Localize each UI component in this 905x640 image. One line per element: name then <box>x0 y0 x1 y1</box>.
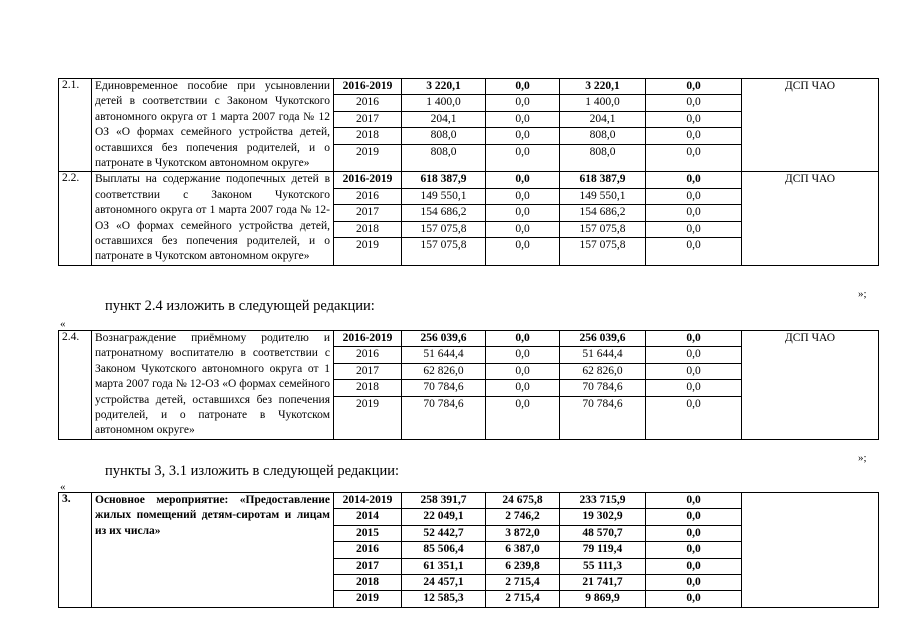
value: 0,0 <box>646 331 741 347</box>
value: 0,0 <box>486 347 559 363</box>
year: 2016 <box>334 95 401 111</box>
closing-quote: »; <box>858 452 867 464</box>
row-number: 2.4. <box>59 331 92 440</box>
value: 0,0 <box>486 364 559 380</box>
year: 2018 <box>334 222 401 238</box>
executor: ДСП ЧАО <box>742 331 879 440</box>
value: 808,0 <box>560 128 645 144</box>
year: 2017 <box>334 205 401 221</box>
value: 24 675,8 <box>486 493 559 509</box>
amendment-intro-3: пункты 3, 3.1 изложить в следующей редакции: <box>105 463 400 479</box>
value: 52 442,7 <box>402 526 485 542</box>
years-cell <box>334 79 402 172</box>
value: 0,0 <box>486 331 559 347</box>
value: 0,0 <box>646 112 741 128</box>
federal-cell <box>486 493 560 608</box>
amendment-intro-2-4: пункт 2.4 изложить в следующей редакции: <box>105 298 375 314</box>
year: 2015 <box>334 526 401 542</box>
value: 3 220,1 <box>402 79 485 95</box>
value: 0,0 <box>646 575 741 591</box>
value: 0,0 <box>486 112 559 128</box>
value: 70 784,6 <box>560 380 645 396</box>
row-number: 3. <box>59 493 92 608</box>
regional-cell <box>560 172 646 265</box>
value: 2 715,4 <box>505 592 540 605</box>
value: 256 039,6 <box>402 331 485 347</box>
total-cell <box>402 331 486 440</box>
value: 808,0 <box>402 128 485 144</box>
value: 51 644,4 <box>560 347 645 363</box>
year: 2016 <box>334 189 401 205</box>
value: 62 826,0 <box>402 364 485 380</box>
table-row <box>59 331 879 440</box>
value: 154 686,2 <box>560 205 645 221</box>
year: 2018 <box>334 128 401 144</box>
program-table-3 <box>58 492 879 608</box>
value: 157 075,8 <box>560 222 645 238</box>
regional-cell <box>560 79 646 172</box>
value: 70 784,6 <box>423 397 464 410</box>
value: 204,1 <box>402 112 485 128</box>
value: 0,0 <box>486 79 559 95</box>
years-cell <box>334 172 402 265</box>
value: 85 506,4 <box>402 542 485 558</box>
year: 2019 <box>356 592 379 605</box>
federal-cell <box>486 79 560 172</box>
value: 233 715,9 <box>560 493 645 509</box>
value: 2 746,2 <box>486 509 559 525</box>
value: 618 387,9 <box>560 172 645 188</box>
value: 6 239,8 <box>486 559 559 575</box>
value: 0,0 <box>646 509 741 525</box>
value: 79 119,4 <box>560 542 645 558</box>
value: 9 869,9 <box>585 592 620 605</box>
value: 157 075,8 <box>402 222 485 238</box>
value: 149 550,1 <box>560 189 645 205</box>
program-table-1 <box>58 78 879 266</box>
federal-cell <box>486 172 560 265</box>
value: 258 391,7 <box>402 493 485 509</box>
value: 0,0 <box>486 128 559 144</box>
value: 2 715,4 <box>486 575 559 591</box>
opening-quote: « <box>60 481 66 493</box>
value: 0,0 <box>646 222 741 238</box>
value: 21 741,7 <box>560 575 645 591</box>
value: 0,0 <box>486 172 559 188</box>
value: 70 784,6 <box>402 380 485 396</box>
other-cell <box>646 79 742 172</box>
total-cell <box>402 493 486 608</box>
year: 2016 <box>334 542 401 558</box>
value: 0,0 <box>646 526 741 542</box>
value: 0,0 <box>486 95 559 111</box>
regional-cell <box>560 493 646 608</box>
value: 0,0 <box>646 172 741 188</box>
value: 0,0 <box>646 95 741 111</box>
value: 19 302,9 <box>560 509 645 525</box>
years-cell <box>334 493 402 608</box>
value: 0,0 <box>646 542 741 558</box>
value: 6 387,0 <box>486 542 559 558</box>
closing-quote: »; <box>858 288 867 300</box>
value: 154 686,2 <box>402 205 485 221</box>
year: 2019 <box>356 145 379 158</box>
row-number: 2.2. <box>59 172 92 265</box>
value: 0,0 <box>486 189 559 205</box>
value: 0,0 <box>686 592 701 605</box>
value: 0,0 <box>646 205 741 221</box>
value: 157 075,8 <box>579 239 626 251</box>
table-row <box>59 493 879 608</box>
year: 2019 <box>356 397 379 410</box>
value: 51 644,4 <box>402 347 485 363</box>
total-cell <box>402 172 486 265</box>
year-period: 2016-2019 <box>334 331 401 347</box>
executor <box>742 493 879 608</box>
value: 12 585,3 <box>423 592 464 605</box>
value: 0,0 <box>515 145 530 158</box>
value: 48 570,7 <box>560 526 645 542</box>
other-cell <box>646 172 742 265</box>
row-description: Основное мероприятие: «Предоставление жилых помещений детям-сиротам и лицам из их числа» <box>92 493 334 608</box>
value: 0,0 <box>486 380 559 396</box>
value: 149 550,1 <box>402 189 485 205</box>
value: 0,0 <box>646 128 741 144</box>
regional-cell <box>560 331 646 440</box>
value: 0,0 <box>686 397 701 410</box>
year: 2014 <box>334 509 401 525</box>
year-period: 2016-2019 <box>334 79 401 95</box>
year: 2018 <box>334 380 401 396</box>
row-number: 2.1. <box>59 79 92 172</box>
value: 0,0 <box>646 79 741 95</box>
value: 256 039,6 <box>560 331 645 347</box>
table-row <box>59 79 879 172</box>
value: 1 400,0 <box>560 95 645 111</box>
value: 3 872,0 <box>486 526 559 542</box>
federal-cell <box>486 331 560 440</box>
value: 70 784,6 <box>582 397 623 410</box>
value: 0,0 <box>515 239 530 251</box>
value: 0,0 <box>486 205 559 221</box>
row-description: Единовременное пособие при усыновлении детей в соответствии с Законом Чукотского автономного округа от 1 марта 2007 года № 12 ОЗ «О формах семейного устройства детей, оставшихся без попечения родителей, и о патронате в Чукотском автономном округе» <box>92 79 334 172</box>
year: 2018 <box>334 575 401 591</box>
value: 1 400,0 <box>402 95 485 111</box>
value: 62 826,0 <box>560 364 645 380</box>
year: 2017 <box>334 112 401 128</box>
value: 0,0 <box>515 397 530 410</box>
value: 0,0 <box>646 493 741 509</box>
program-table-2 <box>58 330 879 440</box>
value: 0,0 <box>646 347 741 363</box>
opening-quote: « <box>60 318 66 330</box>
value: 808,0 <box>589 145 616 158</box>
value: 618 387,9 <box>402 172 485 188</box>
value: 0,0 <box>686 239 701 251</box>
total-cell <box>402 79 486 172</box>
value: 0,0 <box>646 364 741 380</box>
value: 0,0 <box>486 222 559 238</box>
year-period: 2014-2019 <box>334 493 401 509</box>
value: 22 049,1 <box>402 509 485 525</box>
value: 0,0 <box>646 559 741 575</box>
executor: ДСП ЧАО <box>742 79 879 172</box>
row-description: Выплаты на содержание подопечных детей в соответствии с Законом Чукотского автономного округа от 1 марта 2007 года № 12-ОЗ «О формах семейного устройства детей, оставшихся без попечения родителей, и о патронате в Чукотском автономном округе» <box>92 172 334 265</box>
year: 2016 <box>334 347 401 363</box>
value: 0,0 <box>646 189 741 205</box>
table-row <box>59 172 879 265</box>
row-description: Вознаграждение приёмному родителю и патронатному воспитателю в соответствии с Законом Чукотского автономного округа от 1 марта 2007 года № 12-ОЗ «О формах семейного устройства детей, оставшихся без попечения родителей, и о патронате в Чукотском автономном округе» <box>92 331 334 440</box>
years-cell <box>334 331 402 440</box>
executor: ДСП ЧАО <box>742 172 879 265</box>
value: 55 111,3 <box>560 559 645 575</box>
year: 2017 <box>334 364 401 380</box>
value: 24 457,1 <box>402 575 485 591</box>
value: 204,1 <box>560 112 645 128</box>
value: 0,0 <box>686 145 701 158</box>
value: 157 075,8 <box>420 239 467 251</box>
year-period: 2016-2019 <box>334 172 401 188</box>
other-cell <box>646 493 742 608</box>
year: 2017 <box>334 559 401 575</box>
other-cell <box>646 331 742 440</box>
value: 0,0 <box>646 380 741 396</box>
value: 61 351,1 <box>402 559 485 575</box>
value: 3 220,1 <box>560 79 645 95</box>
value: 808,0 <box>430 145 457 158</box>
year: 2019 <box>356 239 379 251</box>
